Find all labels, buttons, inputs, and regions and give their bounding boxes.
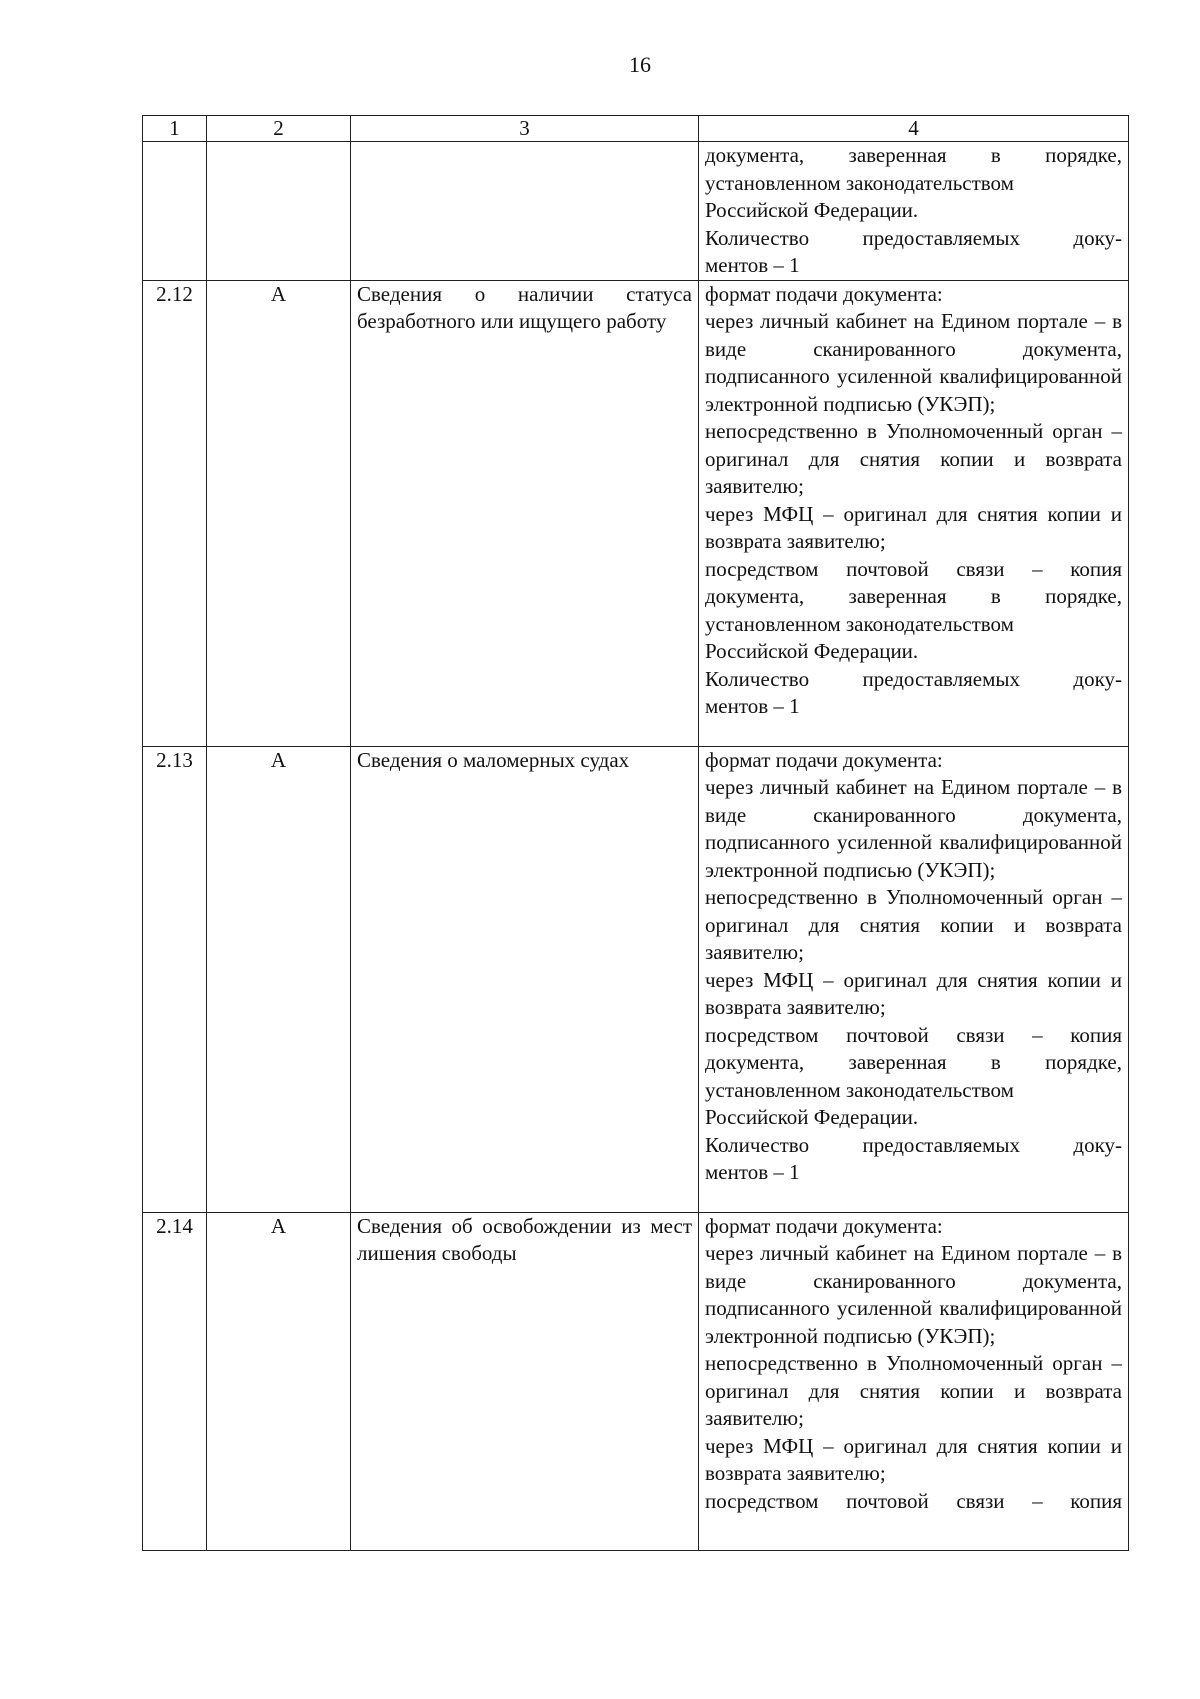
- details-paragraph: через МФЦ – оригинал для снятия копии и возврата заявителю;: [705, 1433, 1122, 1485]
- details-paragraph: через личный кабинет на Едином портале – в виде сканированного документа, подписанного усиленной квалифицированной электронной подписью (УКЭП);: [705, 1241, 1122, 1348]
- row-document-name: Сведения об освобождении из мест лишения свободы: [351, 1212, 699, 1550]
- details-paragraph: непосредственно в Уполномоченный орган – оригинал для снятия копии и возврата заявителю;: [705, 419, 1122, 498]
- table-row: [143, 280, 1129, 746]
- row-details-cell: [699, 746, 1129, 1212]
- details-paragraph: формат подачи документа:: [705, 281, 943, 306]
- details-paragraph: посредством почтовой связи – копия документа, заверенная в порядке, установленном законодательством: [705, 1022, 1122, 1102]
- cell-empty: [207, 142, 351, 281]
- details-paragraph: Российской Федерации.: [705, 639, 919, 663]
- table-row-continuation: [143, 142, 1129, 281]
- details-paragraph: ментов – 1: [705, 253, 800, 277]
- requirements-table: [142, 115, 1129, 1551]
- table-row: [143, 746, 1129, 1212]
- row-document-name: Сведения о маломерных судах: [351, 746, 699, 1212]
- details-paragraph: Российской Федерации.: [705, 1105, 919, 1129]
- details-paragraph: через МФЦ – оригинал для снятия копии и возврата заявителю;: [705, 967, 1122, 1019]
- cell-empty: [143, 142, 207, 281]
- details-paragraph: документа, заверенная в порядке, установленном законодательством: [705, 143, 1122, 195]
- details-paragraph: непосредственно в Уполномоченный орган – оригинал для снятия копии и возврата заявителю;: [705, 1351, 1122, 1430]
- column-header-2: 2: [207, 116, 351, 142]
- row-category: А: [207, 1212, 351, 1550]
- details-paragraph: через МФЦ – оригинал для снятия копии и возврата заявителю;: [705, 501, 1122, 553]
- row-number: 2.14: [143, 1212, 207, 1550]
- column-header-1: 1: [143, 116, 207, 142]
- details-paragraph: посредством почтовой связи – копия документа, заверенная в порядке, установленном законодательством: [705, 556, 1122, 636]
- cell-empty: [351, 142, 699, 281]
- details-paragraph: через личный кабинет на Едином портале – в виде сканированного документа, подписанного усиленной квалифицированной электронной подписью (УКЭП);: [705, 309, 1122, 416]
- row-category: А: [207, 746, 351, 1212]
- details-paragraph: формат подачи документа:: [705, 1213, 943, 1238]
- row-category: А: [207, 280, 351, 746]
- column-header-3: 3: [351, 116, 699, 142]
- details-paragraph: посредством почтовой связи – копия: [705, 1488, 1122, 1513]
- continuation-details-cell: [699, 142, 1129, 281]
- row-details-cell: [699, 280, 1129, 746]
- details-paragraph: Количество предоставляемых доку-: [705, 1132, 1122, 1157]
- details-paragraph: ментов – 1: [705, 1160, 800, 1184]
- row-details-cell: [699, 1212, 1129, 1550]
- table-row: [143, 1212, 1129, 1550]
- details-paragraph: формат подачи документа:: [705, 747, 943, 772]
- details-paragraph: непосредственно в Уполномоченный орган – оригинал для снятия копии и возврата заявителю;: [705, 885, 1122, 964]
- row-number: 2.12: [143, 280, 207, 746]
- details-paragraph: Количество предоставляемых доку-: [705, 225, 1122, 250]
- row-number: 2.13: [143, 746, 207, 1212]
- page-number: 16: [629, 52, 651, 77]
- details-paragraph: через личный кабинет на Едином портале – в виде сканированного документа, подписанного усиленной квалифицированной электронной подписью (УКЭП);: [705, 775, 1122, 882]
- table-header-row: [143, 116, 1129, 142]
- details-paragraph: Российской Федерации.: [705, 198, 919, 222]
- details-paragraph: Количество предоставляемых доку-: [705, 666, 1122, 691]
- details-paragraph: ментов – 1: [705, 694, 800, 718]
- column-header-4: 4: [699, 116, 1129, 142]
- row-document-name: Сведения о наличии статуса безработного или ищущего работу: [351, 280, 699, 746]
